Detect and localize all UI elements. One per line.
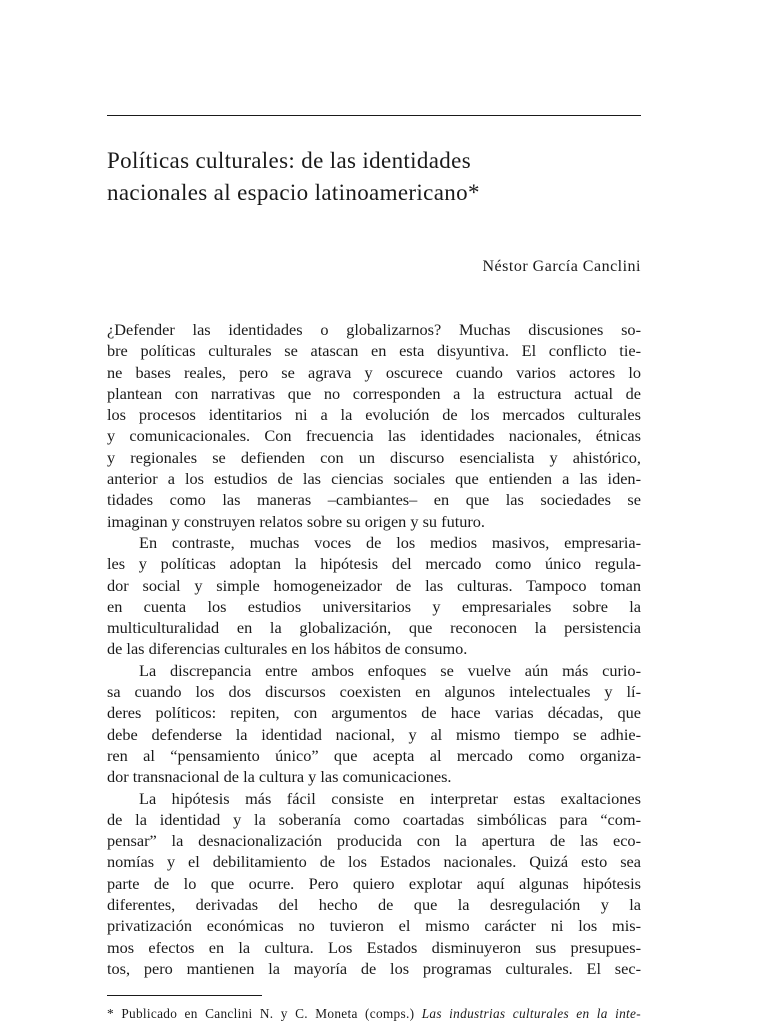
text-line: imaginan y construyen relatos sobre su origen y su futuro. [107, 511, 486, 531]
text-line: de la identidad y la soberanía como coartadas simbólicas para “com- [107, 809, 641, 829]
title-line: nacionales al espacio latinoamericano* [107, 180, 480, 205]
paragraph [107, 532, 641, 660]
text-line: mos efectos en la cultura. Los Estados disminuyeron sus presupues- [107, 937, 641, 957]
text-line: dor transnacional de la cultura y las comunicaciones. [107, 767, 452, 787]
text-line: en cuenta los estudios universitarios y empresariales sobre la [107, 596, 641, 616]
text-line: plantean con narrativas que no corresponden a la estructura actual de [107, 383, 641, 403]
footnote-italic-text: Las industrias culturales en la inte- [421, 1006, 641, 1021]
article-title [107, 145, 641, 209]
text-line: bre políticas culturales se atascan en esta disyuntiva. El conflicto tie- [107, 341, 641, 361]
title-line: Políticas culturales: de las identidades [107, 148, 472, 173]
footnote-text: * Publicado en Canclini N. y C. Moneta (comps.) [107, 1006, 422, 1021]
text-line: los procesos identitarios ni a la evolución de los mercados culturales [107, 405, 641, 425]
text-line: ne bases reales, pero se agrava y oscurece cuando varios actores lo [107, 362, 641, 382]
text-line: La hipótesis más fácil consiste en interpretar estas exaltaciones [139, 788, 641, 808]
text-line: privatización económicas no tuvieron el mismo carácter ni los mis- [107, 916, 641, 936]
text-line: de las diferencias culturales en los hábitos de consumo. [107, 639, 468, 659]
paragraph [107, 660, 641, 788]
text-line: sa cuando los dos discursos coexisten en algunos intelectuales y lí- [107, 682, 641, 702]
text-line: y comunicacionales. Con frecuencia las identidades nacionales, étnicas [107, 426, 641, 446]
text-line: ¿Defender las identidades o globalizarnos? Muchas discusiones so- [107, 320, 641, 339]
text-line: tos, pero mantienen la mayoría de los programas culturales. El sec- [107, 958, 641, 978]
text-line: nomías y el debilitamiento de los Estados nacionales. Quizá esto sea [107, 852, 641, 872]
paragraph [107, 788, 641, 980]
footnote-rule [107, 995, 262, 996]
text-line: debe defenderse la identidad nacional, y al mismo tiempo se adhie- [107, 724, 641, 744]
paragraph [107, 319, 641, 532]
text-line: La discrepancia entre ambos enfoques se vuelve aún más curio- [139, 660, 641, 680]
footnote [107, 1005, 641, 1023]
body-text [107, 319, 641, 979]
text-line: deres políticos: repiten, con argumentos de hace varias décadas, que [107, 703, 641, 723]
text-line: dor social y simple homogeneizador de las culturas. Tampoco toman [107, 575, 641, 595]
text-line: anterior a los estudios de las ciencias sociales que entienden a las iden- [107, 469, 641, 489]
text-line: les y políticas adoptan la hipótesis del mercado como único regula- [107, 554, 641, 574]
text-line: pensar” la desnacionalización producida con la apertura de las eco- [107, 831, 641, 851]
text-line: multiculturalidad en la globalización, que reconocen la persistencia [107, 618, 641, 638]
text-line: diferentes, derivadas del hecho de que la desregulación y la [107, 895, 641, 915]
text-line: tidades como las maneras –cambiantes– en que las sociedades se [107, 490, 641, 510]
header-rule [107, 115, 641, 116]
text-line: ren al “pensamiento único” que acepta al mercado como organiza- [107, 745, 641, 765]
text-line: y regionales se defienden con un discurso esencialista y ahistórico, [107, 447, 641, 467]
text-line: En contraste, muchas voces de los medios masivos, empresaria- [139, 532, 641, 552]
author-name: Néstor García Canclini [482, 258, 641, 275]
text-line: parte de lo que ocurre. Pero quiero explotar aquí algunas hipótesis [107, 873, 641, 893]
